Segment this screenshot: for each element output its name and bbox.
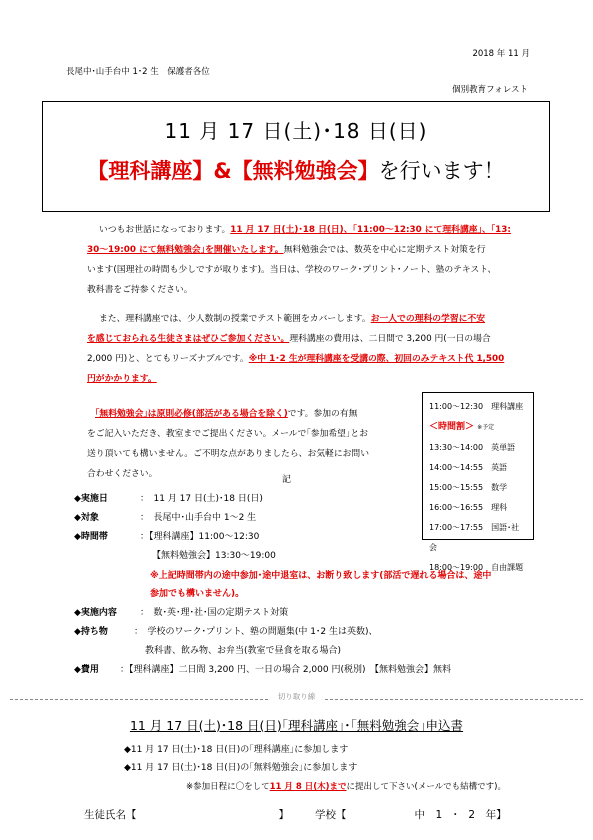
p1-highlight-b: 30～19:00 にて無料勉強会｣を開催いたします。 (87, 245, 284, 255)
title-date: 11 月 17 日(土)･18 日(日) (164, 119, 428, 143)
schedule-note: ※予定 (477, 424, 495, 431)
student-name-label: 生徒氏名【 (84, 809, 137, 821)
schedule-item: 13:30～14:00 英単語 (429, 443, 516, 452)
p1-text-a: いつもお世話になっております。 (99, 225, 231, 235)
title-suffix: を行います！ (378, 159, 505, 183)
title-main (43, 156, 549, 188)
sender: 個別教育フォレスト (452, 85, 528, 95)
form-deadline: 11 月 8 日(木)まで (269, 782, 347, 792)
title-box (42, 101, 550, 212)
issue-date: 2018 年 11 月 (472, 49, 530, 59)
schedule-box (422, 392, 534, 572)
p1-text-c: います(国理社の時間も少しですが取ります)。当日は、学校のワーク･プリント･ノート、塾のテキスト、 (87, 265, 497, 275)
schedule-item: 14:00～14:55 英語 (429, 463, 508, 472)
detail-target: ◆対象 ： 長尾中･山手台中 1～2 生 (74, 513, 257, 523)
form-note: ※参加日程に〇をして11 月 8 日(木)までに提出して下さい(メールでも結構です)。 (186, 782, 506, 792)
cut-line-label: 切り取り線 (0, 691, 593, 702)
p2-highlight-c: ※中 1･2 生が理科講座を受講の際、初回のみテキスト代 1,500 (248, 354, 505, 364)
form-option-study[interactable]: ◆11 月 17 日(土)･18 日(日)の｢無料勉強会｣に参加します (124, 763, 358, 773)
schedule-heading: ＜時間割＞ ※予定 (429, 422, 495, 432)
notice-marker: 記 (282, 475, 292, 485)
schedule-item: 17:00～17:55 国語･社会 (429, 523, 520, 552)
detail-time: ◆時間帯 ：【理科講座】11:00～12:30 (74, 532, 260, 542)
paragraph-intro (87, 220, 527, 300)
detail-warning-2: 参加でも構いません)。 (150, 589, 245, 599)
p3-text-b: をご記入いただき、教室までご提出ください。メールで｢参加希望｣とお (87, 429, 368, 439)
grade-options[interactable]: 中 1 ･ 2 年】 (414, 809, 507, 821)
detail-content: ◆実施内容 ： 数･英･理･社･国の定期テスト対策 (74, 608, 289, 618)
p2-highlight-b: を感じておられる生徒さまはぜひご参加ください。 (87, 334, 290, 344)
detail-bring: ◆持ち物 ： 学校のワーク･プリント、塾の問題集(中 1･2 生は英数)、 (74, 627, 378, 637)
p2-text-b: 理科講座の費用は、二日間で 3,200 円(一日の場合 (289, 334, 491, 344)
detail-bring-2: 教科書、飲み物、お弁当(教室で昼食を取る場合) (145, 646, 342, 656)
school-label: 学校【 (315, 809, 347, 821)
schedule-item: 15:00～15:55 数学 (429, 483, 508, 492)
schedule-item: 16:00～16:55 理科 (429, 503, 508, 512)
p3-text-d: 合わせください。 (87, 469, 158, 479)
paragraph-study-session (87, 404, 397, 484)
p3-text-a: です。参加の有無 (287, 409, 358, 419)
detail-time-2: 【無料勉強会】13:30～19:00 (152, 551, 276, 561)
detail-dates: ◆実施日 ： 11 月 17 日(土)･18 日(日) (74, 494, 263, 504)
p3-text-c: 送り頂いても構いません。ご不明な点がありましたら、お気軽にお問い (87, 449, 370, 459)
schedule-item: 18:00～19:00 自由課題 (429, 563, 524, 572)
p1-highlight-a: 11 月 17 日(土)･18 日(日)、｢11:00～12:30 にて理科講座｣、｢13: (230, 225, 511, 235)
addressee: 長尾中･山手台中 1･2 生 保護者各位 (66, 67, 210, 77)
form-title: 11 月 17 日(土)･18 日(日)｢理科講座｣･｢無料勉強会｣申込書 (129, 718, 464, 733)
paragraph-science (87, 309, 527, 389)
schedule-item: 11:00～12:30 理科講座 (429, 402, 524, 411)
detail-warning-1: ※上記時間帯内の途中参加･途中退室は、お断り致します(部活で遅れる場合は、途中 (150, 571, 492, 581)
p2-text-c: 2,000 円)と、とてもリーズナブルです。 (87, 354, 249, 364)
p2-highlight-a: お一人での理科の学習に不安 (370, 314, 486, 324)
p1-text-b: 無料勉強会では、数英を中心に定期テスト対策を行 (283, 245, 486, 255)
form-option-science[interactable]: ◆11 月 17 日(土)･18 日(日)の｢理科講座｣に参加します (124, 745, 349, 755)
p1-text-d: 教科書をご持参ください。 (87, 285, 193, 295)
p2-highlight-d: 円がかかります。 (87, 374, 157, 384)
title-event-names: 【理科講座】&【無料勉強会】 (87, 159, 379, 183)
form-name-row: 生徒氏名【 】 学校【 中 1 ･ 2 年】 (84, 809, 507, 821)
detail-fee: ◆費用 ：【理科講座】二日間 3,200 円、一日の場合 2,000 円(税別) 【無料勉強会】無料 (74, 665, 451, 675)
p2-text-a: また、理科講座では、少人数制の授業でテスト範囲をカバーします。 (99, 314, 371, 324)
p3-highlight: ｢無料勉強会｣は原則必修(部活がある場合を除く) (95, 409, 288, 419)
